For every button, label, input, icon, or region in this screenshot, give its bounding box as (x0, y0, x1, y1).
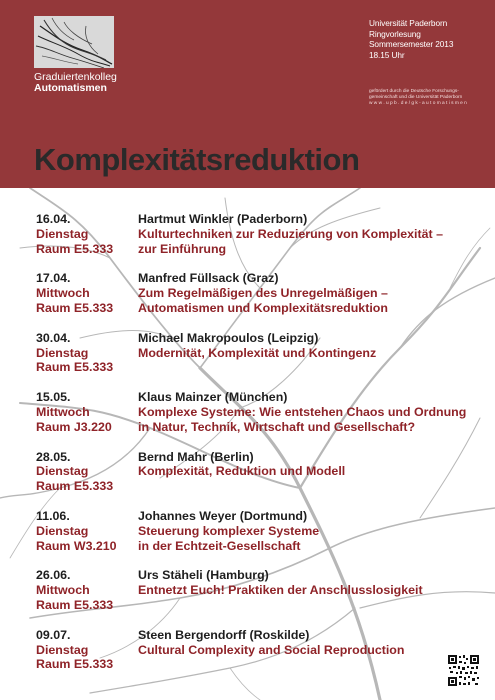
event-speaker: Manfred Füllsack (Graz) (138, 271, 279, 286)
event-date: 26.06. (36, 568, 71, 583)
event-details (138, 509, 483, 553)
event-topic-line: Cultural Complexity and Social Reproduction (138, 642, 405, 657)
funding-note (369, 89, 489, 107)
event-meta (36, 212, 136, 256)
event-room: Raum E5.333 (36, 597, 114, 612)
event-day: Dienstag (36, 464, 89, 479)
event-room: Raum E5.333 (36, 241, 114, 256)
event-speaker: Steen Bergendorff (Roskilde) (138, 627, 310, 642)
event-details (138, 212, 483, 256)
event-room: Raum E5.333 (36, 479, 114, 494)
logo-image (34, 16, 114, 68)
info-time: 18.15 Uhr (369, 49, 405, 60)
event-date: 09.07. (36, 627, 71, 642)
event-meta (36, 331, 136, 375)
event-item (36, 568, 486, 627)
qr-code-icon (447, 654, 480, 687)
event-topic-line: Kulturtechniken zur Reduzierung von Komplexität – (138, 226, 443, 241)
event-speaker: Klaus Mainzer (München) (138, 390, 288, 405)
event-item (36, 212, 486, 271)
event-speaker: Johannes Weyer (Dortmund) (138, 508, 308, 523)
event-room: Raum E5.333 (36, 360, 114, 375)
info-series: Ringvorlesung (369, 28, 421, 39)
event-details (138, 331, 483, 361)
event-meta (36, 271, 136, 315)
event-room: Raum E5.333 (36, 657, 114, 672)
funding-line1: gefördert durch die Deutsche Forschungs- (369, 89, 459, 94)
event-details (138, 628, 483, 658)
event-item (36, 390, 486, 449)
event-topic-line: in Natur, Technik, Wirtschaft und Gesellschaft? (138, 419, 416, 434)
event-item (36, 450, 486, 509)
event-topic-line: Zum Regelmäßigen des Unregelmäßigen – (138, 286, 388, 301)
event-room: Raum E5.333 (36, 300, 114, 315)
event-day: Mittwoch (36, 286, 90, 301)
event-topic-line: Komplexe Systeme: Wie entstehen Chaos und Ordnung (138, 404, 467, 419)
event-date: 15.05. (36, 390, 71, 405)
event-details (138, 390, 483, 434)
event-topic-line: in der Echtzeit-Gesellschaft (138, 538, 301, 553)
event-topic-line: Entnetzt Euch! Praktiken der Anschlusslosigkeit (138, 583, 423, 598)
event-day: Mittwoch (36, 583, 90, 598)
event-speaker: Hartmut Winkler (Paderborn) (138, 212, 308, 226)
info-semester: Sommersemester 2013 (369, 39, 454, 49)
event-speaker: Bernd Mahr (Berlin) (138, 449, 254, 464)
event-date: 17.04. (36, 271, 71, 286)
event-item (36, 331, 486, 390)
logo-line2: Automatismen (34, 82, 107, 94)
event-topic-line: Steuerung komplexer Systeme (138, 523, 320, 538)
event-details (138, 450, 483, 480)
event-day: Dienstag (36, 642, 89, 657)
event-day: Dienstag (36, 345, 89, 360)
funding-url: w w w . u p b . d e / g k - a u t o m a t i s m e n (369, 101, 467, 106)
funding-line2: gemeinschaft und die Universität Paderborn (369, 95, 463, 100)
event-day: Dienstag (36, 226, 89, 241)
event-meta (36, 509, 136, 553)
info-university: Universität Paderborn (369, 18, 448, 28)
event-topic-line: Modernität, Komplexität und Kontingenz (138, 345, 377, 360)
logo-line1: Graduiertenkolleg (34, 71, 117, 83)
event-meta (36, 450, 136, 494)
event-topic-line: zur Einführung (138, 241, 227, 256)
logo-text (34, 72, 117, 94)
event-date: 16.04. (36, 212, 71, 226)
event-item (36, 628, 486, 687)
event-topic-line: Komplexität, Reduktion und Modell (138, 464, 346, 479)
event-date: 30.04. (36, 330, 71, 345)
event-item (36, 509, 486, 568)
event-meta (36, 390, 136, 434)
event-meta (36, 628, 136, 672)
event-meta (36, 568, 136, 612)
event-speaker: Michael Makropoulos (Leipzig) (138, 330, 319, 345)
event-details (138, 271, 483, 315)
event-info (369, 18, 453, 60)
event-date: 11.06. (36, 508, 70, 523)
event-details (138, 568, 483, 598)
event-date: 28.05. (36, 449, 71, 464)
event-day: Dienstag (36, 523, 89, 538)
event-speaker: Urs Stäheli (Hamburg) (138, 568, 269, 583)
page-title: Komplexitätsreduktion (34, 142, 360, 177)
event-item (36, 271, 486, 330)
event-list (36, 212, 486, 687)
event-day: Mittwoch (36, 404, 90, 419)
event-room: Raum J3.220 (36, 419, 112, 434)
event-room: Raum W3.210 (36, 538, 117, 553)
event-topic-line: Automatismen und Komplexitätsreduktion (138, 300, 388, 315)
